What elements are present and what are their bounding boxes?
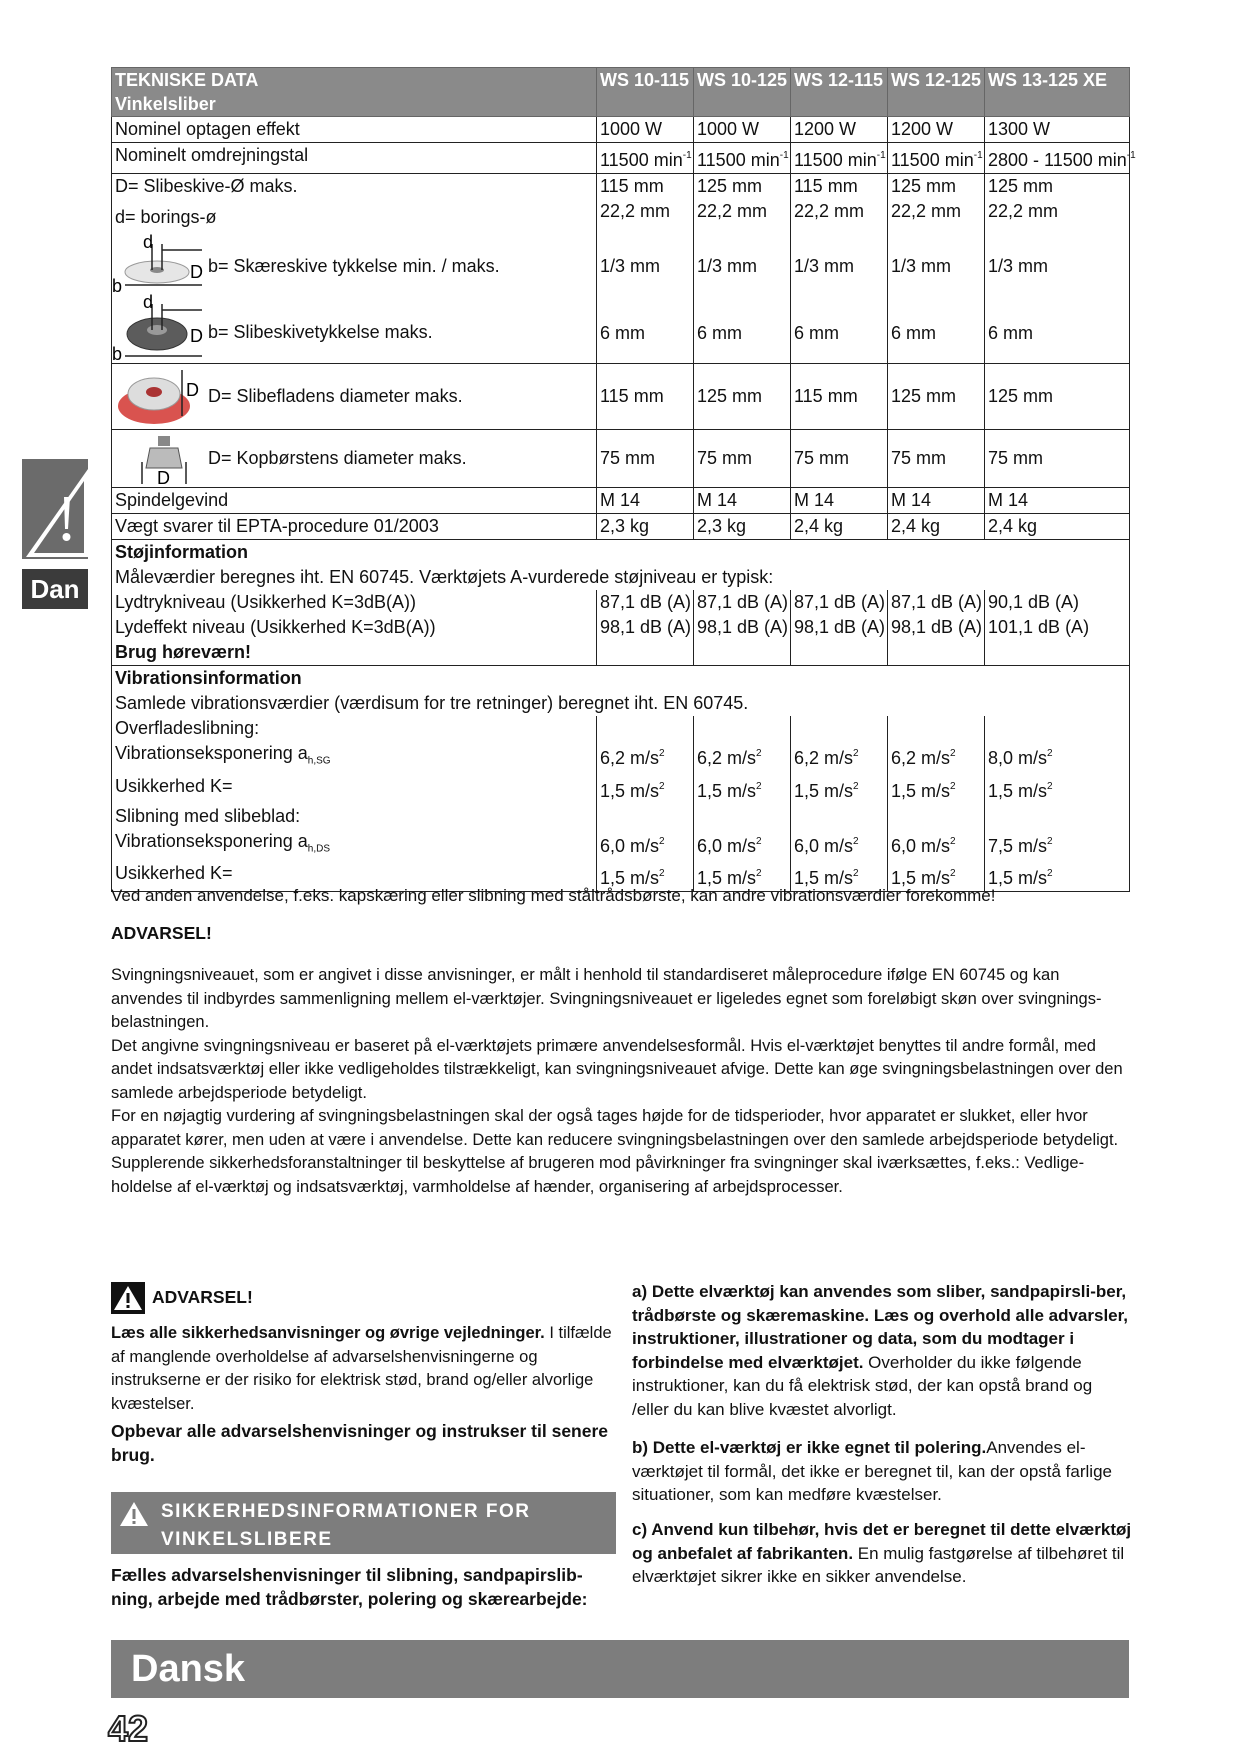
tech-data-table — [111, 67, 1136, 892]
model-header: WS 12-115 — [791, 68, 888, 117]
table-subtitle: Vinkelsliber — [115, 94, 216, 114]
table-row-disc-block: D= Slibeskive-Ø maks. d= borings-ø d b D b= Skæreskive tykkelse min. / maks. d b D b= Slibeskivetykkelse maks. 115 mm 22,2 mm 1/3 mm 6 mm 125 mm 22,2 mm 1/3 mm 6 mm 115 mm 22,2 mm 1/3 mm 6 mm 125 mm 22,2 mm 1/3 mm 6 mm 125 mm 22,2 mm 1/3 mm 6 mm — [112, 174, 1130, 364]
table-row: D D= Kopbørstens diameter maks. 75 mm 75 mm 75 mm 75 mm 75 mm — [112, 430, 1130, 488]
section-header: SIKKERHEDSINFORMATIONER FOR VINKELSLIBERE — [111, 1492, 616, 1554]
language-tab[interactable]: Dan — [22, 569, 88, 609]
grinding-disc-icon — [112, 292, 203, 364]
svg-text:b: b — [112, 344, 123, 364]
page-number: 42 — [108, 1708, 149, 1749]
common-warnings-heading: Fælles advarselshenvisninger til slibning, sandpapirslib-ning, arbejde med trådbørster, polering og skærearbejde: — [111, 1565, 588, 1609]
left-warning-label: ADVARSEL! — [152, 1287, 253, 1307]
svg-text:d: d — [143, 292, 154, 312]
table-row: D D= Slibefladens diameter maks. 115 mm 125 mm 115 mm 125 mm 125 mm — [112, 364, 1130, 430]
table-header-row — [112, 68, 1130, 117]
vibration-note: Ved anden anvendelse, f.eks. kapskæring eller slibning med ståltrådsbørste, kan andre vibrationsværdier forekomme! — [111, 886, 996, 905]
svg-text:D: D — [186, 380, 199, 400]
warning-paragraphs — [111, 964, 1131, 1199]
table-row: Spindelgevind M 14 M 14 M 14 M 14 M 14 — [112, 488, 1130, 514]
noise-section — [112, 540, 1130, 591]
svg-text:D: D — [190, 326, 203, 346]
paragraph: Supplerende sikkerhedsforanstaltninger til beskyttelse af brugeren mod påvirkninger fra svingninger skal iværksættes, f.eks.: Vedlige-holdelse af el-værktøj og indsatsværktøj, varmholdelse af hænder, organisering af arbejdsprocesser. — [111, 1154, 1085, 1196]
cup-brush-icon — [136, 432, 196, 486]
svg-text:b: b — [112, 276, 123, 296]
table-row: Usikkerhed K= 1,5 $m/s^2$ 1,5 $m/s^2$ 1,5 $m/s^2$ 1,5 $m/s^2$ 1,5 $m/s^2$ — [112, 861, 1130, 892]
paragraph: Svingningsniveauet, som er angivet i disse anvisninger, er målt i henhold til standardiseret måleprocedure ifølge EN 60745 og kan anvendes til indbyrdes sammenligning mellem el-værktøjer. Svingningsniveauet er ligeledes egnet som foreløbigt skøn over svingnings-belastningen. — [111, 966, 1102, 1031]
warning-icon — [119, 1500, 149, 1528]
table-row: Vægt svarer til EPTA-procedure 01/2003 2,3 kg 2,3 kg 2,4 kg 2,4 kg 2,4 kg — [112, 514, 1130, 540]
item-c: c) Anvend kun tilbehør, hvis det er beregnet til dette elværktøj og anbefalet af fabrikanten. En mulig fastgørelse af tilbehøret til elværktøjet sikrer ikke en sikker anvendelse. — [632, 1520, 1132, 1586]
side-warning-tab — [22, 459, 88, 559]
model-header: WS 12-125 — [888, 68, 985, 117]
noise-desc: Måleværdier beregnes iht. EN 60745. Værktøjets A-vurderede støjniveau er typisk: — [115, 567, 774, 587]
vibration-title: Vibrationsinformation — [115, 668, 302, 688]
table-row: Vibrationseksponering $a_{h,SG}$ 6,2 $m/s^2$ 6,2 $m/s^2$ 6,2 $m/s^2$ 6,2 $m/s^2$ 8,0 $m/s^2$ — [112, 741, 1130, 774]
model-header: WS 10-115 — [597, 68, 694, 117]
svg-text:D: D — [190, 262, 203, 282]
paragraph: For en nøjagtig vurdering af svingningsbelastningen skal der også tages højde for de tidsperioder, hvor apparatet er slukket, eller hvor apparatet kører, men uden at være i anvendelse. Dette kan reducere svingningsbelastningen over den samlede arbejdsperiode betydeligt. — [111, 1107, 1119, 1149]
vibration-section — [112, 666, 1130, 717]
paragraph: Det angivne svingningsniveau er baseret på el-værktøjets primære anvendelsesformål. Hvis el-værktøjet benyttes til andre formål, med andet indsatsværktøj eller ikke vedligeholdes tilstrækkeligt, kan svingningsniveauet afvige. Dette kan øge svingningsbelastningen over den samlede arbejdsperiode betydeligt. — [111, 1036, 1123, 1102]
svg-text:D: D — [157, 468, 170, 488]
table-title: TEKNISKE DATA — [115, 70, 259, 90]
keep-instructions: Opbevar alle advarselshenvisninger og instrukser til senere brug. — [111, 1421, 609, 1465]
sanding-disc-icon — [112, 366, 202, 428]
read-instructions: Læs alle sikkerhedsanvisninger og øvrige vejledninger. I tilfælde af manglende overholdelse af advarselshenvisningerne og instrukserne er der risiko for elektrisk stød, brand og/eller alvorlige kvæstelser. — [111, 1324, 612, 1413]
table-row: Lydtrykniveau (Usikkerhed K=3dB(A)) 87,1 dB (A) 87,1 dB (A) 87,1 dB (A) 87,1 dB (A) 90,1 dB (A) — [112, 590, 1130, 615]
table-row: Nominel optagen effekt 1000 W 1000 W 1200 W 1200 W 1300 W — [112, 117, 1130, 143]
table-row: Slibning med slibeblad: — [112, 804, 1130, 829]
item-b: b) Dette el-værktøj er ikke egnet til polering.Anvendes el-værktøjet til formål, det ikke er beregnet til, kan der opstå farlige situationer, som kan medføre kvæstelser. — [632, 1438, 1112, 1504]
table-row: Brug høreværn! — [112, 640, 1130, 666]
table-row: Overfladeslibning: — [112, 716, 1130, 741]
table-row: Lydeffekt niveau (Usikkerhed K=3dB(A)) 98,1 dB (A) 98,1 dB (A) 98,1 dB (A) 98,1 dB (A) 101,1 dB (A) — [112, 615, 1130, 640]
warning-triangle-icon — [22, 459, 88, 559]
table-row: Usikkerhed K= 1,5 $m/s^2$ 1,5 $m/s^2$ 1,5 $m/s^2$ 1,5 $m/s^2$ 1,5 $m/s^2$ — [112, 774, 1130, 804]
item-a: a) Dette elværktøj kan anvendes som sliber, sandpapirsli-ber, trådbørste og skæremaskine. Læs og overhold alle advarsler, instruktioner, illustrationer og data, som du modtager i forbindelse med elværktøjet. Overholder du ikke følgende instruktioner, kan du få elektrisk stød, der kan opstå brand og /eller du kan blive kvæstet alvorligt. — [632, 1282, 1129, 1419]
table-row: Vibrationseksponering $a_{h,DS}$ 6,0 $m/s^2$ 6,0 $m/s^2$ 6,0 $m/s^2$ 6,0 $m/s^2$ 7,5 $m/s^2$ — [112, 829, 1130, 862]
cutting-disc-icon — [112, 232, 203, 296]
table-row: Nominelt omdrejningstal 11500 $\min^{-1}$ 11500 $\min^{-1}$ 11500 $\min^{-1}$ 11500 $\min^{-1}$ 2800 - 11500 $\min^{-1}$ — [112, 143, 1130, 174]
svg-text:d: d — [143, 232, 154, 252]
warning-heading: ADVARSEL! — [111, 923, 212, 943]
warning-icon — [111, 1282, 145, 1314]
footer-banner: Dansk — [111, 1640, 1129, 1698]
model-header: WS 13-125 XE — [985, 68, 1130, 117]
noise-title: Støjinformation — [115, 542, 248, 562]
model-header: WS 10-125 — [694, 68, 791, 117]
vibration-desc: Samlede vibrationsværdier (værdisum for tre retninger) beregnet iht. EN 60745. — [115, 693, 749, 713]
